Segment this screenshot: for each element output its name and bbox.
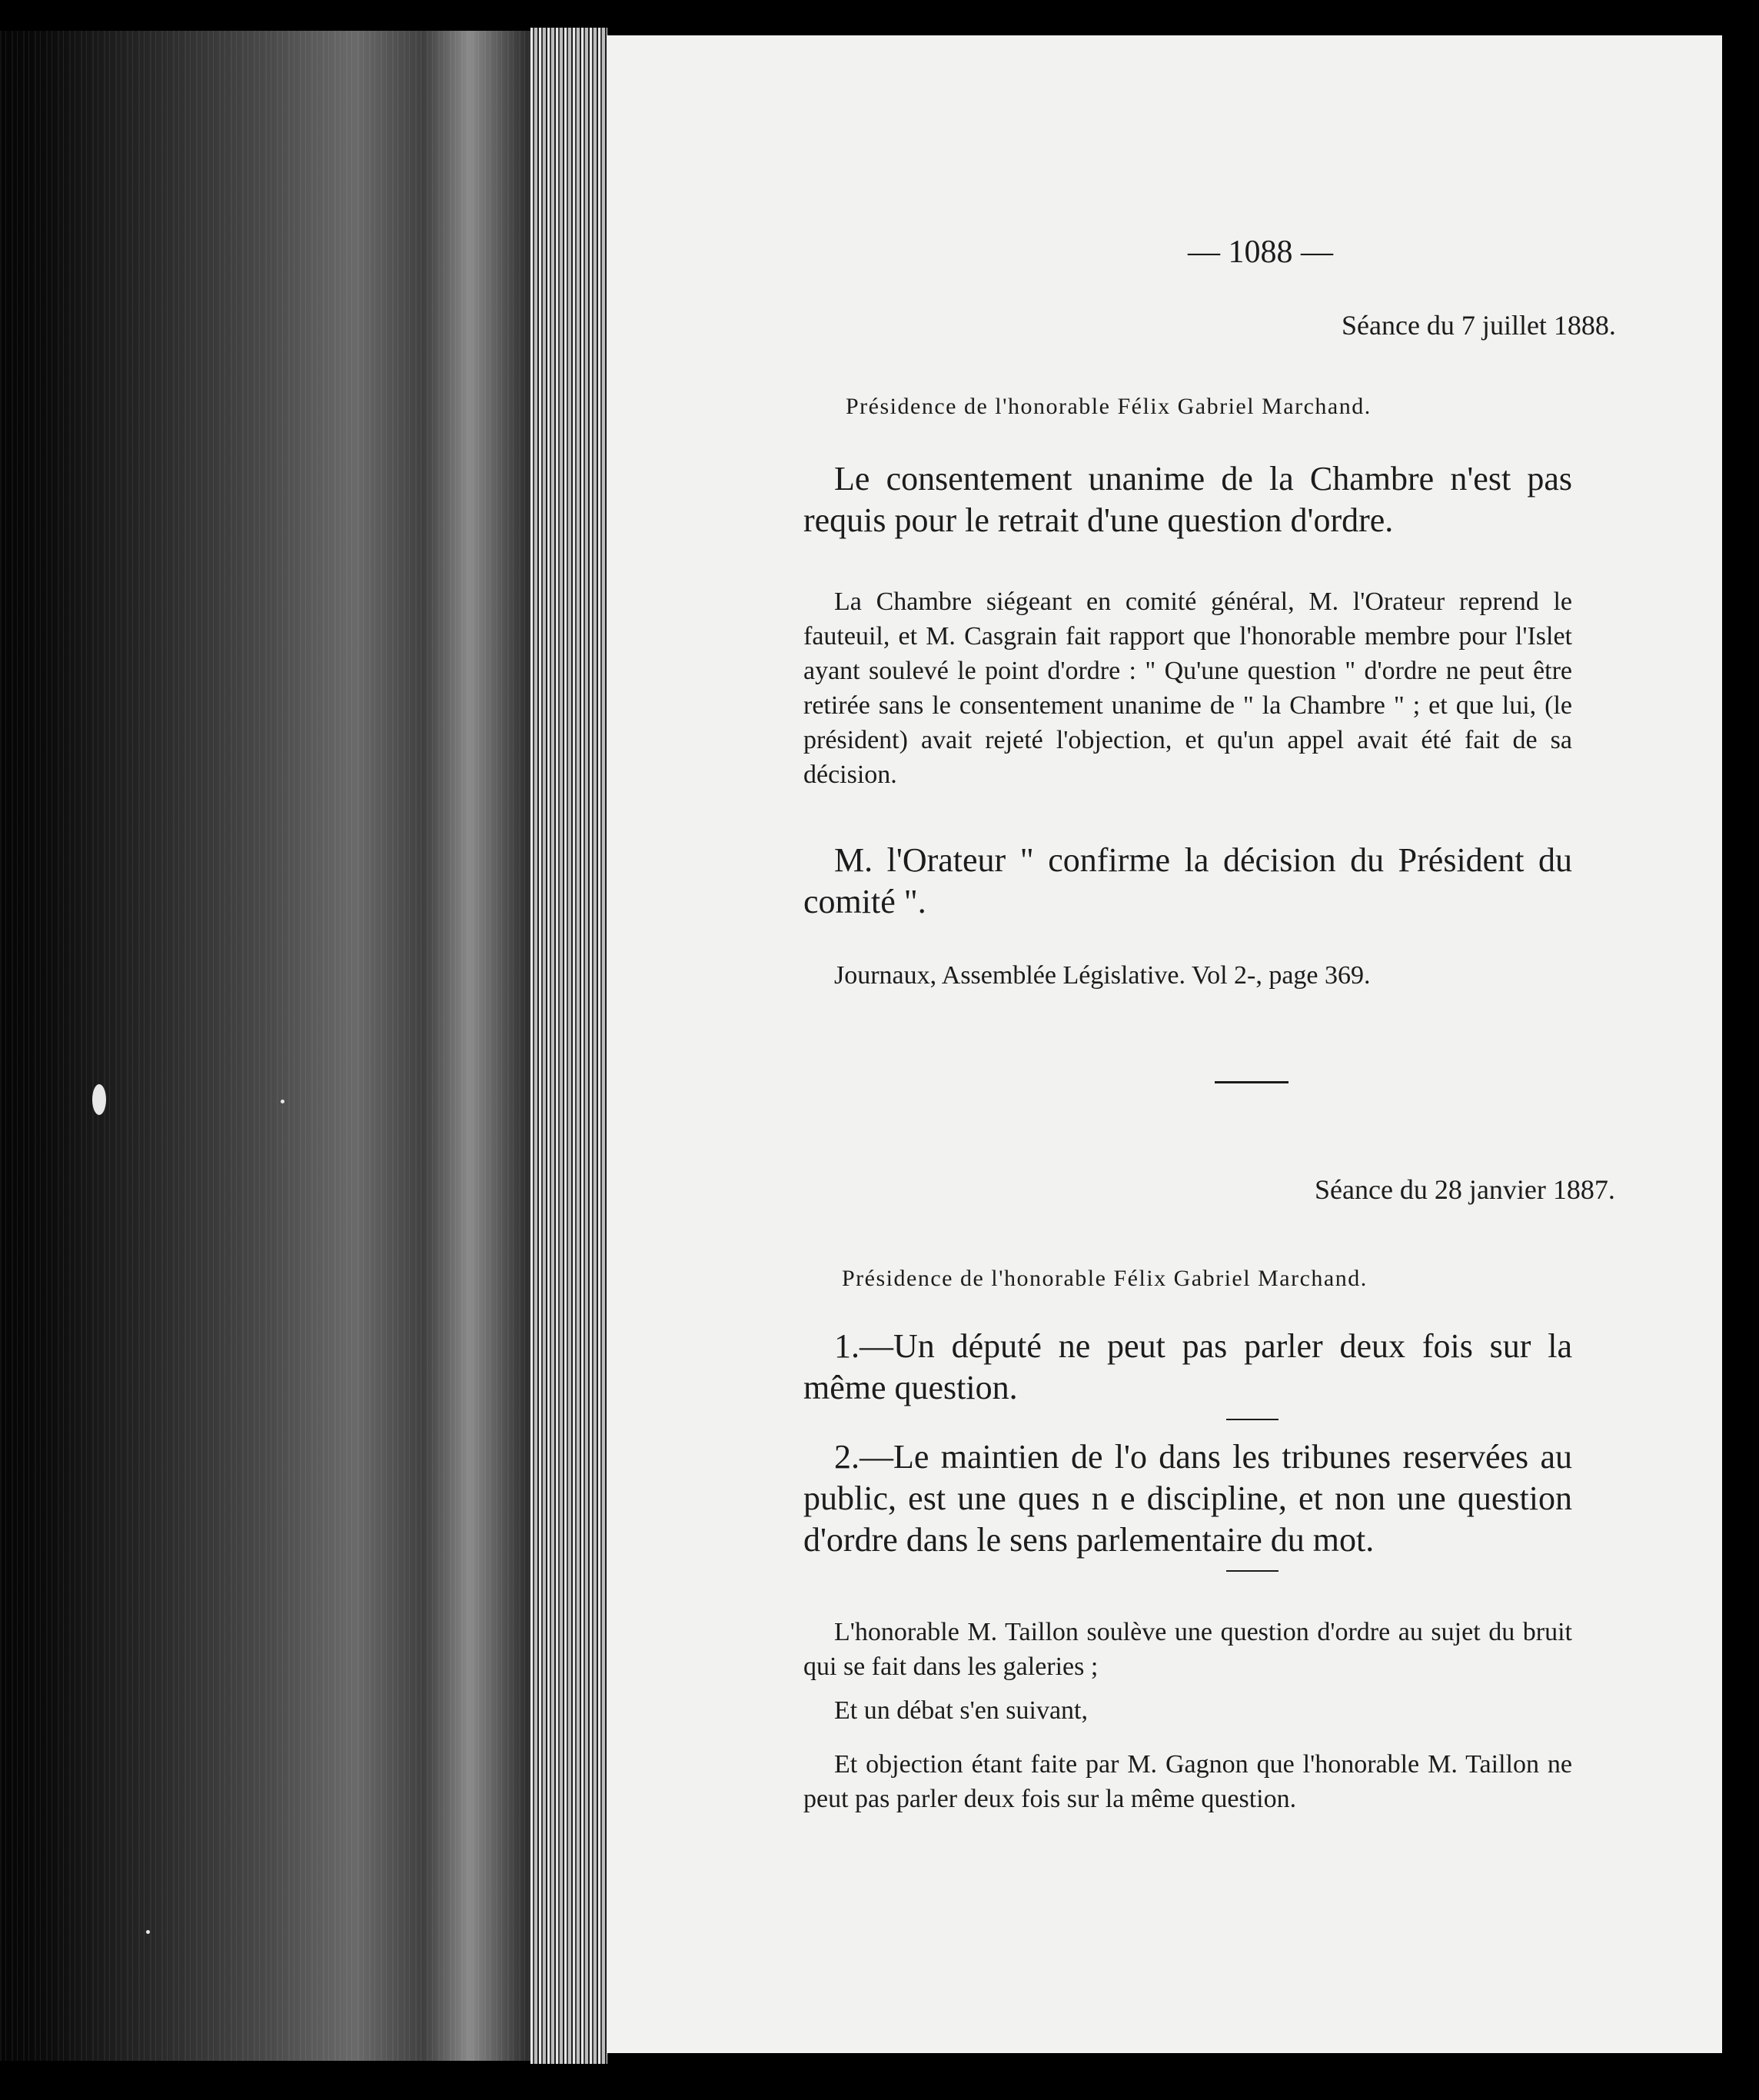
journal-reference: Journaux, Assemblée Législative. Vol 2-, page 369. [834, 961, 1371, 990]
section-divider [1215, 1081, 1288, 1083]
page-number: — 1088 — [1188, 235, 1333, 270]
edge-speck [146, 1930, 150, 1934]
rule-two: 2.—Le maintien de l'o dans les tribunes reservées au public, est une ques n e discipline, et non une question d'ordre dans le sens parlementaire du mot. [803, 1438, 1572, 1559]
body-paragraph-3: Et un débat s'en suivant, [834, 1696, 1089, 1725]
body-paragraph-1: La Chambre siégeant en comité général, M. l'Orateur reprend le fauteuil, et M. Casgrain fait rapport que l'honorable membre pour l'Islet ayant soulevé le point d'ordre : " Qu'une question " d'ordre ne peut être retirée sans le consentement unanime de " la Chambre " ; et que lui, (le président) avait rejeté l'objection, et qu'un appel avait été fait de sa décision. [803, 587, 1572, 789]
presidence-line-2: Présidence de l'honorable Félix Gabriel Marchand. [842, 1266, 1368, 1291]
section-heading-1: Le consentement unanime de la Chambre n'est pas requis pour le retrait d'une question d'ordre. [803, 460, 1572, 539]
session-date-2: Séance du 28 janvier 1887. [1315, 1174, 1615, 1205]
page-stack [530, 28, 607, 2064]
short-divider [1226, 1419, 1279, 1420]
edge-speck [281, 1100, 284, 1103]
session-date-1: Séance du 7 juillet 1888. [1342, 310, 1616, 341]
body-paragraph-2: L'honorable M. Taillon soulève une question d'ordre au sujet du bruit qui se fait dans les galeries ; [803, 1618, 1572, 1681]
book-edge [0, 31, 573, 2061]
document-page [607, 35, 1722, 2053]
body-paragraph-4: Et objection étant faite par M. Gagnon que l'honorable M. Taillon ne peut pas parler deux fois sur la même question. [803, 1750, 1572, 1813]
short-divider [1226, 1570, 1279, 1572]
presidence-line-1: Présidence de l'honorable Félix Gabriel Marchand. [846, 394, 1372, 419]
edge-speck [92, 1084, 106, 1115]
decision-paragraph: M. l'Orateur " confirme la décision du Président du comité ". [803, 841, 1572, 920]
rule-one: 1.—Un député ne peut pas parler deux fois sur la même question. [803, 1327, 1572, 1406]
